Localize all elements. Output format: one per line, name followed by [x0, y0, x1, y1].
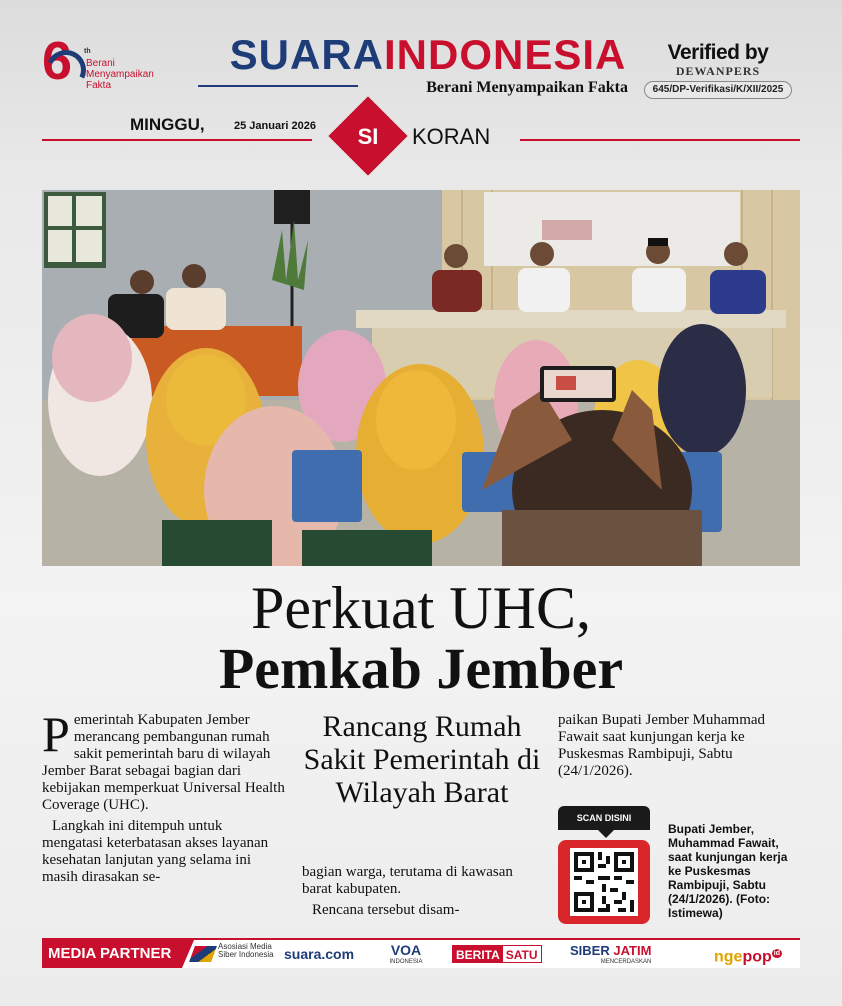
amsi-icon [189, 946, 217, 962]
partner-ngepop-logo[interactable] [714, 940, 782, 968]
brand-name [198, 31, 658, 78]
headline-line2: Pemkab Jember [218, 636, 624, 701]
article-column-1 [42, 706, 286, 886]
section-name: KORAN [412, 124, 491, 149]
partner-amsi-logo[interactable] [192, 940, 282, 968]
partner-beritasatu-a: BERITA [453, 946, 503, 962]
partner-voa-logo[interactable] [386, 940, 426, 968]
partner-ngepop-b: pop [742, 948, 772, 966]
paragraph-text: emerintah Kabupaten Jember merancang pembangunan rumah sakit pemerintah baru di wilayah Jember Barat sebagai bagian dari kebijakan memperkuat Universal Health Coverage (UHC). [42, 712, 285, 813]
article-column-3 [558, 712, 800, 780]
dateline [42, 112, 800, 176]
drop-cap: P [42, 706, 70, 762]
si-logo-text: SI [357, 124, 379, 149]
qr-scan-block[interactable] [558, 806, 654, 926]
dateline-rule-left [42, 139, 312, 141]
verified-org: DEWANPERS [675, 64, 761, 78]
masthead-brand [198, 31, 658, 104]
news-photo-illustration [42, 190, 800, 566]
article-paragraph: bagian warga, terutama di kawasan barat kabupaten. [302, 864, 513, 897]
qr-frame [558, 840, 650, 924]
brand-tagline: Berani Menyampaikan Fakta [426, 79, 628, 96]
date-day: MINGGU, [130, 115, 205, 134]
brand-divider [198, 85, 358, 87]
partner-ngepop-c: id [773, 950, 781, 957]
partner-amsi-text: Asosiasi Media Siber Indonesia [218, 942, 274, 959]
verified-title: Verified by [667, 41, 769, 64]
article-paragraph: Rencana tersebut disam- [312, 902, 460, 918]
headline-line1: Perkuat UHC, [251, 575, 591, 641]
article-paragraph: Langkah ini ditempuh untuk mengatasi keterbatasan akses layanan kesehatan lanjutan yang selama ini masih dirasakan se- [42, 818, 269, 885]
partner-voa-text: VOA [390, 942, 422, 958]
partner-ngepop-a: nge [714, 948, 743, 966]
partner-siber-b: JATIM [613, 943, 652, 958]
news-photo [42, 190, 800, 566]
anniversary-suffix: th [84, 48, 91, 55]
article-column-2 [302, 864, 542, 919]
photo-caption: Bupati Jember, Muhammad Fawait, saat kunjungan kerja ke Puskesmas Rambipuji, Sabtu (24/1/2026). (Foto: Istimewa) [668, 822, 788, 920]
partner-siberjatim-text [570, 943, 651, 959]
dateline-rule-right [520, 139, 800, 141]
partner-beritasatu-logo[interactable] [452, 945, 542, 963]
date-full: 25 Januari 2026 [234, 120, 316, 132]
verified-code: 645/DP-Verifikasi/K/XII/2025 [644, 81, 793, 99]
media-partner-bar [42, 938, 800, 968]
qr-code-icon[interactable] [570, 848, 638, 916]
partner-beritasatu-b: SATU [505, 948, 538, 962]
article-paragraph: paikan Bupati Jember Muhammad Fawait saat kunjungan kerja ke Puskesmas Rambipuji, Sabtu (24/1/2026). [558, 712, 766, 779]
media-partner-label: MEDIA PARTNER [42, 940, 182, 968]
anniversary-line: Berani [86, 58, 115, 69]
partner-siber-a: SIBER [570, 943, 610, 958]
brand-name-part1: SUARA [229, 31, 384, 78]
partner-siberjatim-logo[interactable] [570, 943, 651, 971]
anniversary-slogan [86, 58, 186, 91]
brand-name-part2: INDONESIA [383, 31, 627, 78]
anniversary-number: 6 [42, 31, 73, 91]
verified-badge [638, 42, 798, 102]
scan-label: SCAN DISINI [558, 806, 650, 830]
anniversary-logo [42, 31, 192, 100]
anniversary-line: Menyampaikan [86, 69, 154, 80]
partner-suara-logo[interactable]: suara.com [284, 946, 355, 962]
anniversary-line: Fakta [86, 80, 112, 91]
article-deck: Rancang Rumah Sakit Pemerintah di Wilayah Barat [303, 710, 541, 809]
partner-siberjatim-sub: MENCERDASKAN [600, 959, 652, 965]
article-paragraph [42, 706, 286, 814]
partner-voa-sub: INDONESIA [389, 959, 423, 965]
